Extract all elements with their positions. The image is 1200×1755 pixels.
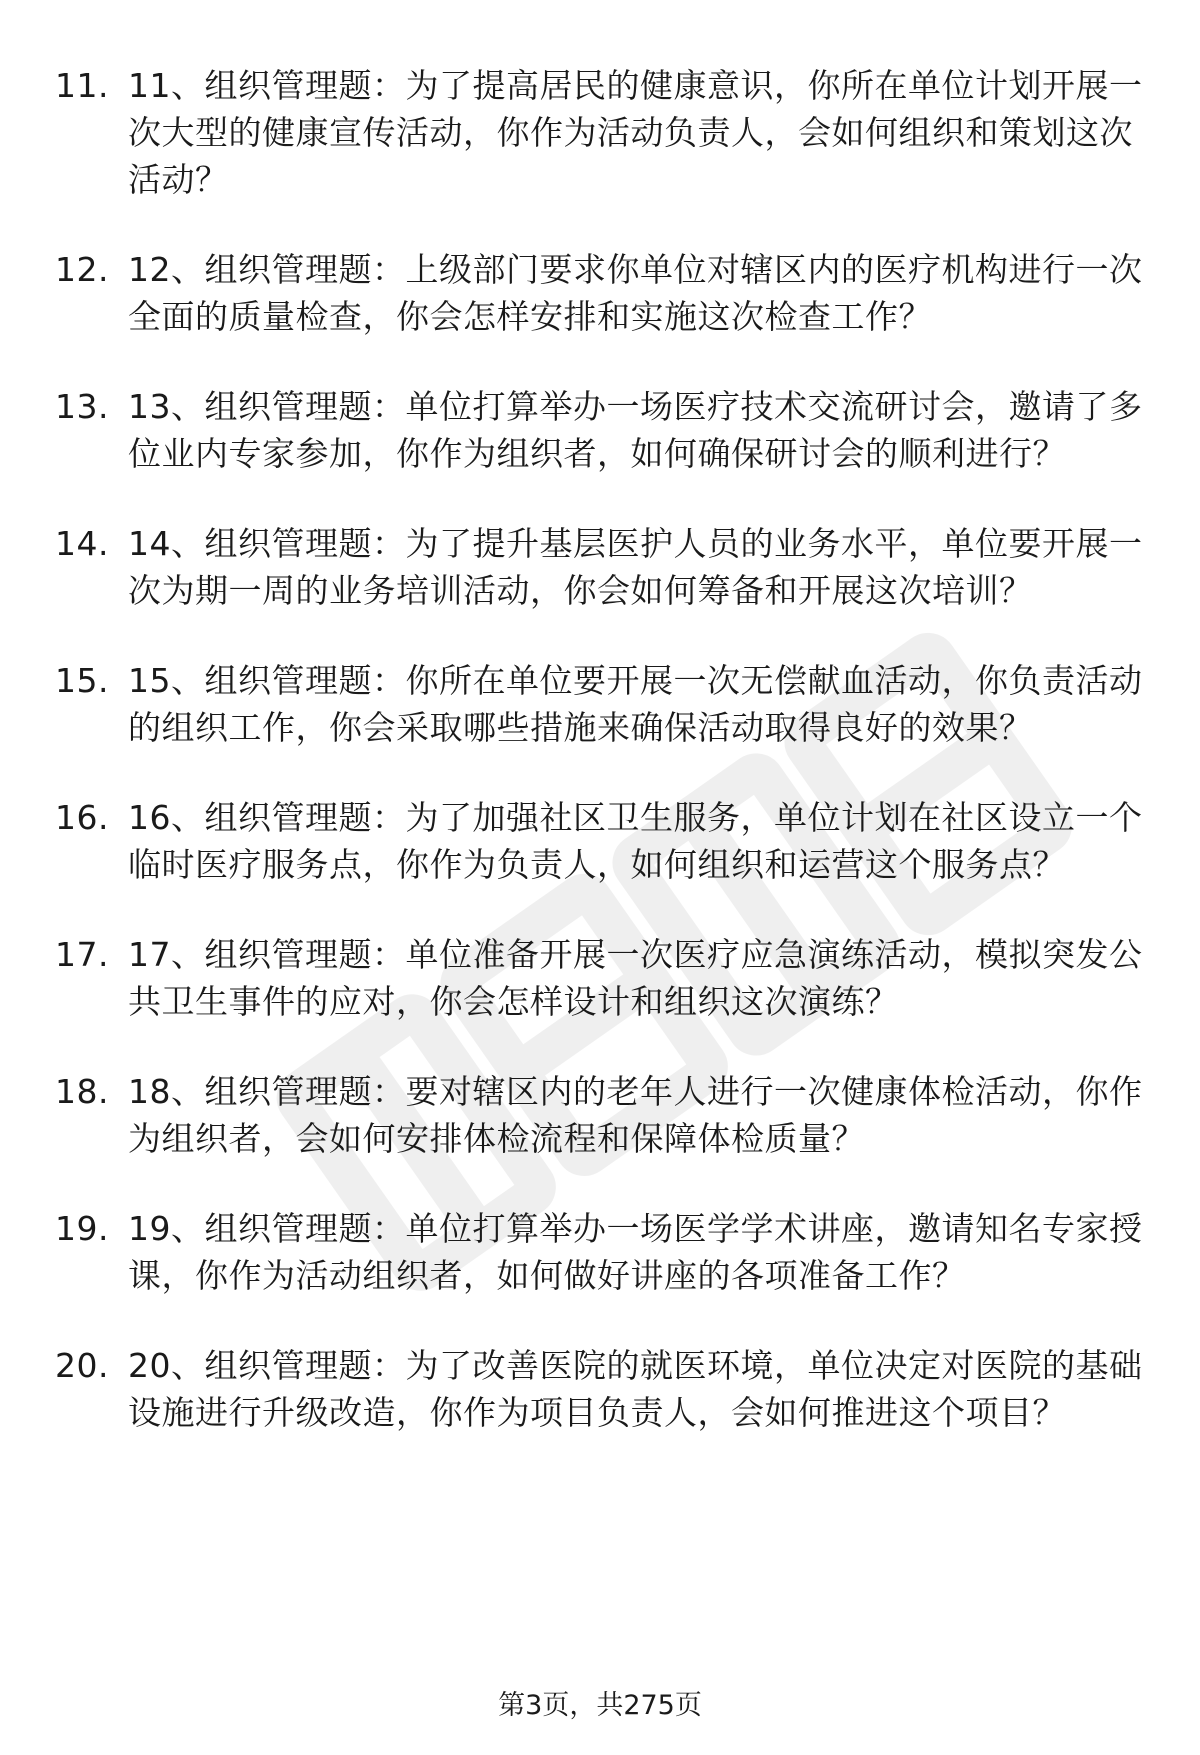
question-text: 19、组织管理题：单位打算举办一场医学学术讲座，邀请知名专家授课，你作为活动组织者，如何做好讲座的各项准备工作？	[128, 1209, 1143, 1295]
question-text: 15、组织管理题：你所在单位要开展一次无偿献血活动，你负责活动的组织工作，你会采取哪些措施来确保活动取得良好的效果？	[128, 661, 1143, 747]
question-number: 17.	[55, 935, 109, 974]
question-item	[0, 1342, 1200, 1436]
question-number: 20.	[55, 1346, 109, 1385]
question-text: 18、组织管理题：要对辖区内的老年人进行一次健康体检活动，你作为组织者，会如何安排体检流程和保障体检质量？	[128, 1072, 1143, 1158]
page-footer: 第3页，共275页	[498, 1690, 702, 1721]
question-number: 18.	[55, 1072, 109, 1111]
question-number: 16.	[55, 798, 109, 837]
question-item	[0, 520, 1200, 614]
question-text: 17、组织管理题：单位准备开展一次医疗应急演练活动，模拟突发公共卫生事件的应对，你会怎样设计和组织这次演练？	[128, 935, 1143, 1021]
question-item	[0, 1068, 1200, 1162]
question-item	[0, 794, 1200, 888]
question-item	[0, 1205, 1200, 1299]
question-item	[0, 931, 1200, 1025]
question-number: 13.	[55, 387, 109, 426]
question-text: 16、组织管理题：为了加强社区卫生服务，单位计划在社区设立一个临时医疗服务点，你作为负责人，如何组织和运营这个服务点？	[128, 798, 1143, 884]
question-item	[0, 62, 1200, 203]
question-text: 11、组织管理题：为了提高居民的健康意识，你所在单位计划开展一次大型的健康宣传活动，你作为活动负责人，会如何组织和策划这次活动？	[128, 66, 1143, 199]
question-text: 14、组织管理题：为了提升基层医护人员的业务水平，单位要开展一次为期一周的业务培训活动，你会如何筹备和开展这次培训？	[128, 524, 1143, 610]
question-number: 14.	[55, 524, 109, 563]
question-text: 12、组织管理题：上级部门要求你单位对辖区内的医疗机构进行一次全面的质量检查，你会怎样安排和实施这次检查工作？	[128, 250, 1143, 336]
question-list	[0, 62, 1200, 1479]
question-item	[0, 657, 1200, 751]
question-number: 12.	[55, 250, 109, 289]
question-text: 13、组织管理题：单位打算举办一场医疗技术交流研讨会，邀请了多位业内专家参加，你作为组织者，如何确保研讨会的顺利进行？	[128, 387, 1143, 473]
question-text: 20、组织管理题：为了改善医院的就医环境，单位决定对医院的基础设施进行升级改造，你作为项目负责人，会如何推进这个项目？	[128, 1346, 1143, 1432]
question-number: 19.	[55, 1209, 109, 1248]
question-number: 11.	[55, 66, 109, 105]
question-item	[0, 246, 1200, 340]
question-item	[0, 383, 1200, 477]
question-number: 15.	[55, 661, 109, 700]
